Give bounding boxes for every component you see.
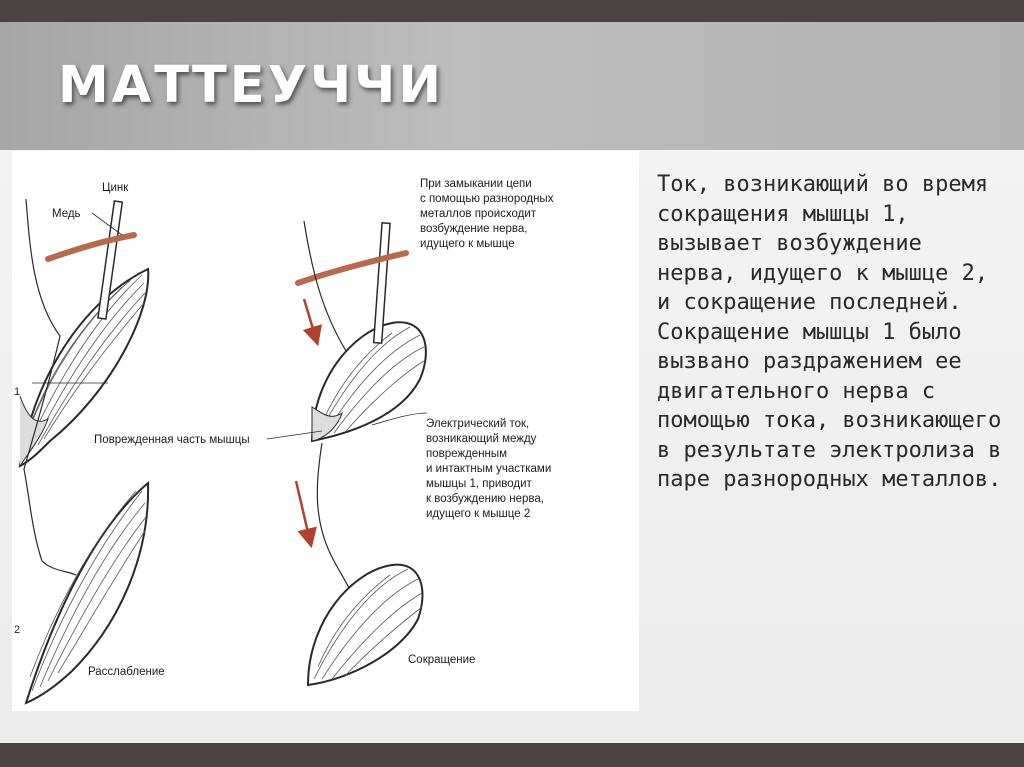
right-nerve-top (304, 221, 346, 351)
note-mid-line: мышцы 1, приводит (426, 478, 532, 490)
label-zinc: Цинк (102, 182, 129, 194)
note-top-line: возбуждение нерва, (420, 223, 528, 235)
note-mid-line: и интактным участками (426, 463, 552, 475)
note-mid-line: идущего к мышце 2 (426, 508, 531, 520)
bottom-bar (0, 743, 1024, 767)
note-mid-line: поврежденным (426, 448, 508, 460)
top-bar (0, 0, 1024, 22)
note-mid-line: возникающий между (426, 433, 537, 445)
note-mid (426, 418, 551, 520)
matteucci-diagram (12, 151, 639, 711)
copper-rod-right (298, 253, 406, 283)
arrow-top (304, 299, 316, 339)
right-muscle-1 (312, 322, 426, 441)
slide-title: МАТТЕУЧЧИ (58, 56, 445, 115)
label-damaged: Поврежденная часть мышцы (94, 434, 250, 446)
note-top-line: При замыкании цепи (420, 178, 532, 190)
right-nerve-mid (317, 443, 358, 607)
right-muscle-2 (308, 565, 422, 685)
note-mid-line: Электрический ток, (426, 418, 530, 430)
label-muscle-1: 1 (14, 386, 21, 398)
note-top-line: идущего к мышце (420, 238, 515, 250)
label-copper: Медь (52, 208, 81, 220)
note-top-line: металлов происходит (420, 208, 537, 220)
note-top-line: с помощью разнородных (420, 193, 554, 205)
note-top (420, 178, 554, 250)
description-text: Ток, возникающий во время сокращения мышцы 1, вызывает возбуждение нерва, идущего к мышце 2, и сокращение последней. Сокращение мышцы 1 было вызвано раздражением ее двигательного нерва с помощью тока, возникающего в результате электролиза в паре разнородных металлов. (657, 172, 1002, 492)
arrow-mid (296, 481, 310, 541)
note-mid-line: к возбуждению нерва, (426, 493, 544, 505)
label-relaxation: Расслабление (88, 666, 165, 678)
label-muscle-2: 2 (14, 624, 21, 636)
label-contraction: Сокращение (408, 654, 476, 666)
copper-rod-left (48, 235, 134, 259)
